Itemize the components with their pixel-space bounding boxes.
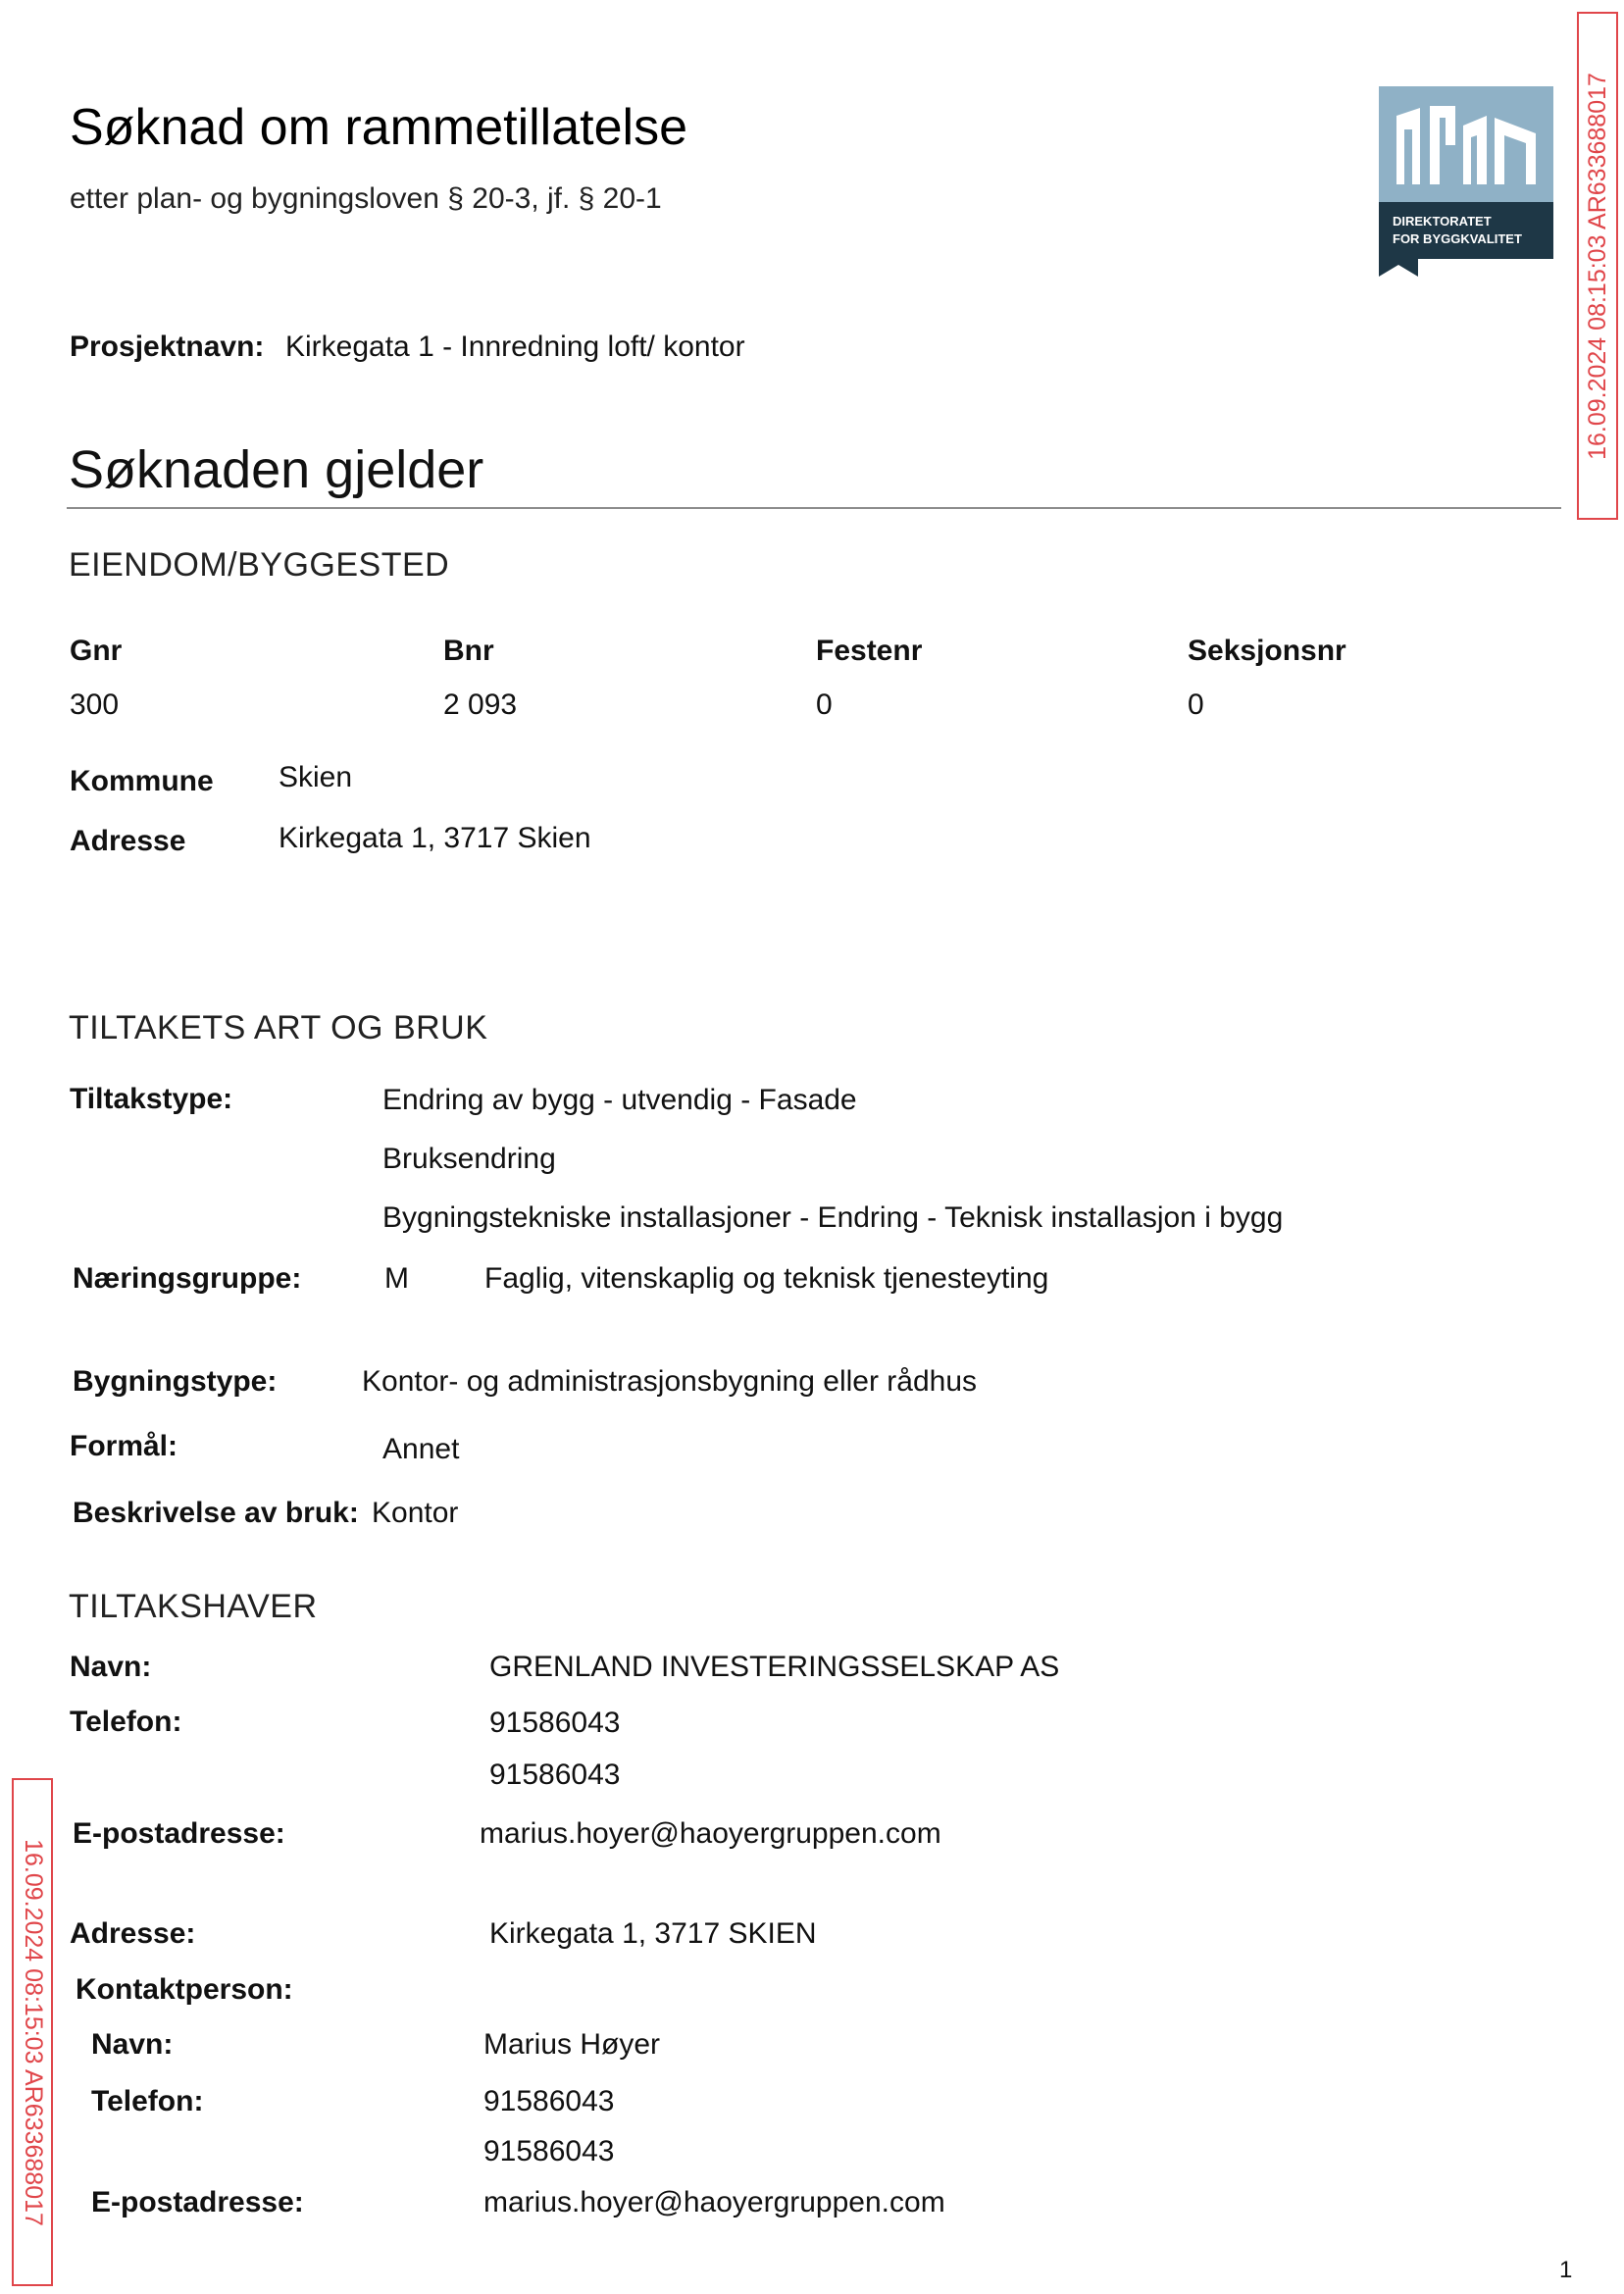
kontaktperson-heading: Kontaktperson: — [76, 1973, 293, 2006]
seksjonsnr-value: 0 — [1188, 688, 1204, 721]
tiltakshaver-heading: TILTAKSHAVER — [69, 1588, 318, 1625]
tiltakshaver-telefon-value: 91586043 — [489, 1759, 621, 1791]
tiltakstype-item: Bygningstekniske installasjoner - Endring - Teknisk installasjon i bygg — [382, 1201, 1284, 1234]
kontakt-telefon-value: 91586043 — [483, 2135, 615, 2167]
tiltakshaver-navn-value: GRENLAND INVESTERINGSSELSKAP AS — [489, 1651, 1060, 1683]
festenr-label: Festenr — [816, 635, 923, 667]
kommune-label: Kommune — [70, 765, 214, 797]
timestamp-stamp-bottom: 16.09.2024 08:15:03 AR633688017 — [12, 1778, 53, 2286]
beskrivelse-label: Beskrivelse av bruk: — [73, 1497, 359, 1529]
bnr-value: 2 093 — [443, 688, 518, 721]
adresse-label: Adresse — [70, 825, 186, 857]
document-subtitle: etter plan- og bygningsloven § 20-3, jf. § 20-1 — [70, 182, 662, 215]
bygningstype-value: Kontor- og administrasjonsbygning eller rådhus — [362, 1365, 978, 1398]
tiltakshaver-adresse-value: Kirkegata 1, 3717 SKIEN — [489, 1917, 817, 1950]
svg-text:DIREKTORATET: DIREKTORATET — [1393, 214, 1492, 229]
kontakt-telefon-label: Telefon: — [91, 2085, 204, 2117]
beskrivelse-value: Kontor — [372, 1497, 459, 1529]
seksjonsnr-label: Seksjonsnr — [1188, 635, 1346, 667]
festenr-value: 0 — [816, 688, 833, 721]
formal-value: Annet — [382, 1433, 460, 1465]
tiltakshaver-epost-label: E-postadresse: — [73, 1817, 285, 1850]
naeringsgruppe-code: M — [384, 1262, 409, 1295]
tiltak-heading: TILTAKETS ART OG BRUK — [69, 1009, 488, 1046]
kontakt-epost-value: marius.hoyer@haoyergruppen.com — [483, 2186, 945, 2218]
kontakt-telefon-value: 91586043 — [483, 2085, 615, 2117]
tiltakshaver-adresse-label: Adresse: — [70, 1917, 196, 1950]
kontakt-navn-label: Navn: — [91, 2028, 174, 2061]
tiltakstype-label: Tiltakstype: — [70, 1083, 233, 1115]
section-divider — [67, 507, 1561, 509]
timestamp-stamp-top: 16.09.2024 08:15:03 AR633688017 — [1577, 12, 1618, 520]
tiltakshaver-telefon-label: Telefon: — [70, 1706, 182, 1738]
formal-label: Formål: — [70, 1430, 178, 1462]
naeringsgruppe-label: Næringsgruppe: — [73, 1262, 302, 1295]
dibk-logo — [1379, 86, 1553, 277]
gnr-value: 300 — [70, 688, 120, 721]
naeringsgruppe-value: Faglig, vitenskaplig og teknisk tjenesteyting — [484, 1262, 1049, 1295]
section-title: Søknaden gjelder — [69, 440, 484, 499]
page-number: 1 — [1559, 2257, 1573, 2283]
project-value: Kirkegata 1 - Innredning loft/ kontor — [285, 331, 745, 363]
kommune-value: Skien — [279, 761, 353, 793]
gnr-label: Gnr — [70, 635, 123, 667]
kontakt-epost-label: E-postadresse: — [91, 2186, 304, 2218]
project-label: Prosjektnavn: — [70, 331, 265, 363]
svg-text:FOR BYGGKVALITET: FOR BYGGKVALITET — [1393, 231, 1522, 246]
eiendom-heading: EIENDOM/BYGGESTED — [69, 546, 450, 584]
tiltakstype-item: Bruksendring — [382, 1143, 556, 1175]
tiltakshaver-telefon-value: 91586043 — [489, 1707, 621, 1739]
adresse-value: Kirkegata 1, 3717 Skien — [279, 822, 591, 854]
bygningstype-label: Bygningstype: — [73, 1365, 278, 1398]
tiltakshaver-navn-label: Navn: — [70, 1651, 152, 1683]
bnr-label: Bnr — [443, 635, 494, 667]
tiltakstype-item: Endring av bygg - utvendig - Fasade — [382, 1084, 857, 1116]
kontakt-navn-value: Marius Høyer — [483, 2028, 661, 2061]
tiltakshaver-epost-value: marius.hoyer@haoyergruppen.com — [480, 1817, 941, 1850]
document-title: Søknad om rammetillatelse — [70, 99, 687, 156]
